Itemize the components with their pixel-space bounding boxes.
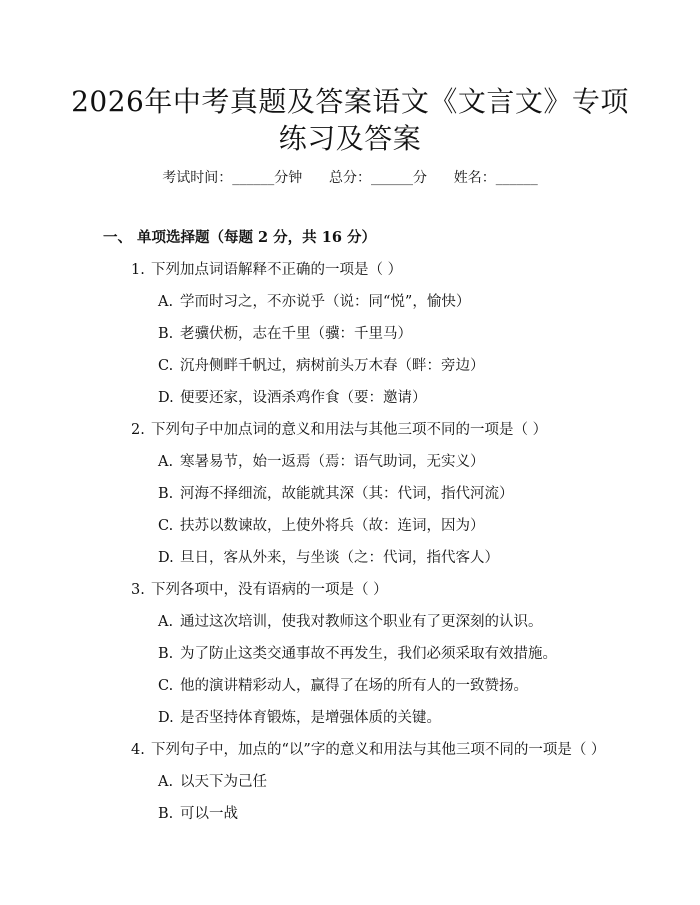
question-text: 下列各项中，没有语病的一项是（ ） (151, 582, 388, 598)
option-letter: B. (158, 326, 174, 342)
question-3-option-b (158, 644, 557, 664)
option-letter: C. (158, 358, 174, 374)
option-text: 可以一战 (180, 806, 238, 822)
option-letter: A. (158, 774, 174, 790)
option-text: 是否坚持体育锻炼，是增强体质的关键。 (180, 710, 441, 726)
question-2 (131, 420, 547, 440)
question-4-option-a (158, 772, 267, 792)
option-letter: A. (158, 294, 174, 310)
option-text: 寒暑易节，始一返焉（焉：语气助词，无实义） (180, 454, 485, 470)
question-3-option-a (158, 612, 543, 632)
exam-info-line: 考试时间：______分钟 总分：______分 姓名：______ (162, 170, 538, 186)
question-1-option-d (158, 388, 427, 408)
option-text: 以天下为己任 (180, 774, 267, 790)
question-2-option-c (158, 516, 485, 536)
question-text: 下列句子中，加点的“以”字的意义和用法与其他三项不同的一项是（ ） (151, 742, 606, 758)
option-text: 旦日，客从外来，与坐谈（之：代词，指代客人） (180, 550, 499, 566)
option-text: 便要还家，设酒杀鸡作食（要：邀请） (180, 390, 427, 406)
question-number: 1. (131, 262, 145, 278)
question-1 (131, 260, 402, 280)
option-letter: A. (158, 454, 174, 470)
question-1-option-a (158, 292, 470, 312)
document-title-line1: 2026年中考真题及答案语文《文言文》专项 (71, 85, 629, 118)
option-letter: C. (158, 678, 174, 694)
option-letter: A. (158, 614, 174, 630)
section-number: 一、 (103, 229, 132, 246)
option-text: 扶苏以数谏故，上使外将兵（故：连词，因为） (180, 518, 485, 534)
section-label: 单项选择题（每题 2 分，共 16 分） (137, 229, 376, 246)
option-letter: D. (158, 710, 174, 726)
option-text: 沉舟侧畔千帆过，病树前头万木春（畔：旁边） (180, 358, 485, 374)
question-2-option-d (158, 548, 499, 568)
question-number: 4. (131, 742, 145, 758)
question-4-option-b (158, 804, 238, 824)
option-letter: B. (158, 806, 174, 822)
option-text: 河海不择细流，故能就其深（其：代词，指代河流） (180, 486, 514, 502)
option-letter: B. (158, 486, 174, 502)
question-1-option-c (158, 356, 485, 376)
option-letter: D. (158, 550, 174, 566)
option-text: 学而时习之，不亦说乎（说：同“悦”，愉快） (180, 294, 471, 310)
option-letter: C. (158, 518, 174, 534)
question-2-option-a (158, 452, 485, 472)
section-heading (103, 228, 376, 248)
question-2-option-b (158, 484, 514, 504)
option-letter: B. (158, 646, 174, 662)
question-number: 3. (131, 582, 145, 598)
question-number: 2. (131, 422, 145, 438)
question-text: 下列句子中加点词的意义和用法与其他三项不同的一项是（ ） (151, 422, 548, 438)
question-1-option-b (158, 324, 412, 344)
question-3-option-c (158, 676, 528, 696)
question-text: 下列加点词语解释不正确的一项是（ ） (151, 262, 403, 278)
question-3 (131, 580, 388, 600)
option-text: 他的演讲精彩动人，赢得了在场的所有人的一致赞扬。 (180, 678, 528, 694)
option-text: 通过这次培训，使我对教师这个职业有了更深刻的认识。 (180, 614, 543, 630)
question-4 (131, 740, 605, 760)
option-letter: D. (158, 390, 174, 406)
question-3-option-d (158, 708, 441, 728)
option-text: 老骥伏枥，志在千里（骥：千里马） (180, 326, 412, 342)
document-title-line2: 练习及答案 (278, 122, 422, 155)
option-text: 为了防止这类交通事故不再发生，我们必须采取有效措施。 (180, 646, 557, 662)
